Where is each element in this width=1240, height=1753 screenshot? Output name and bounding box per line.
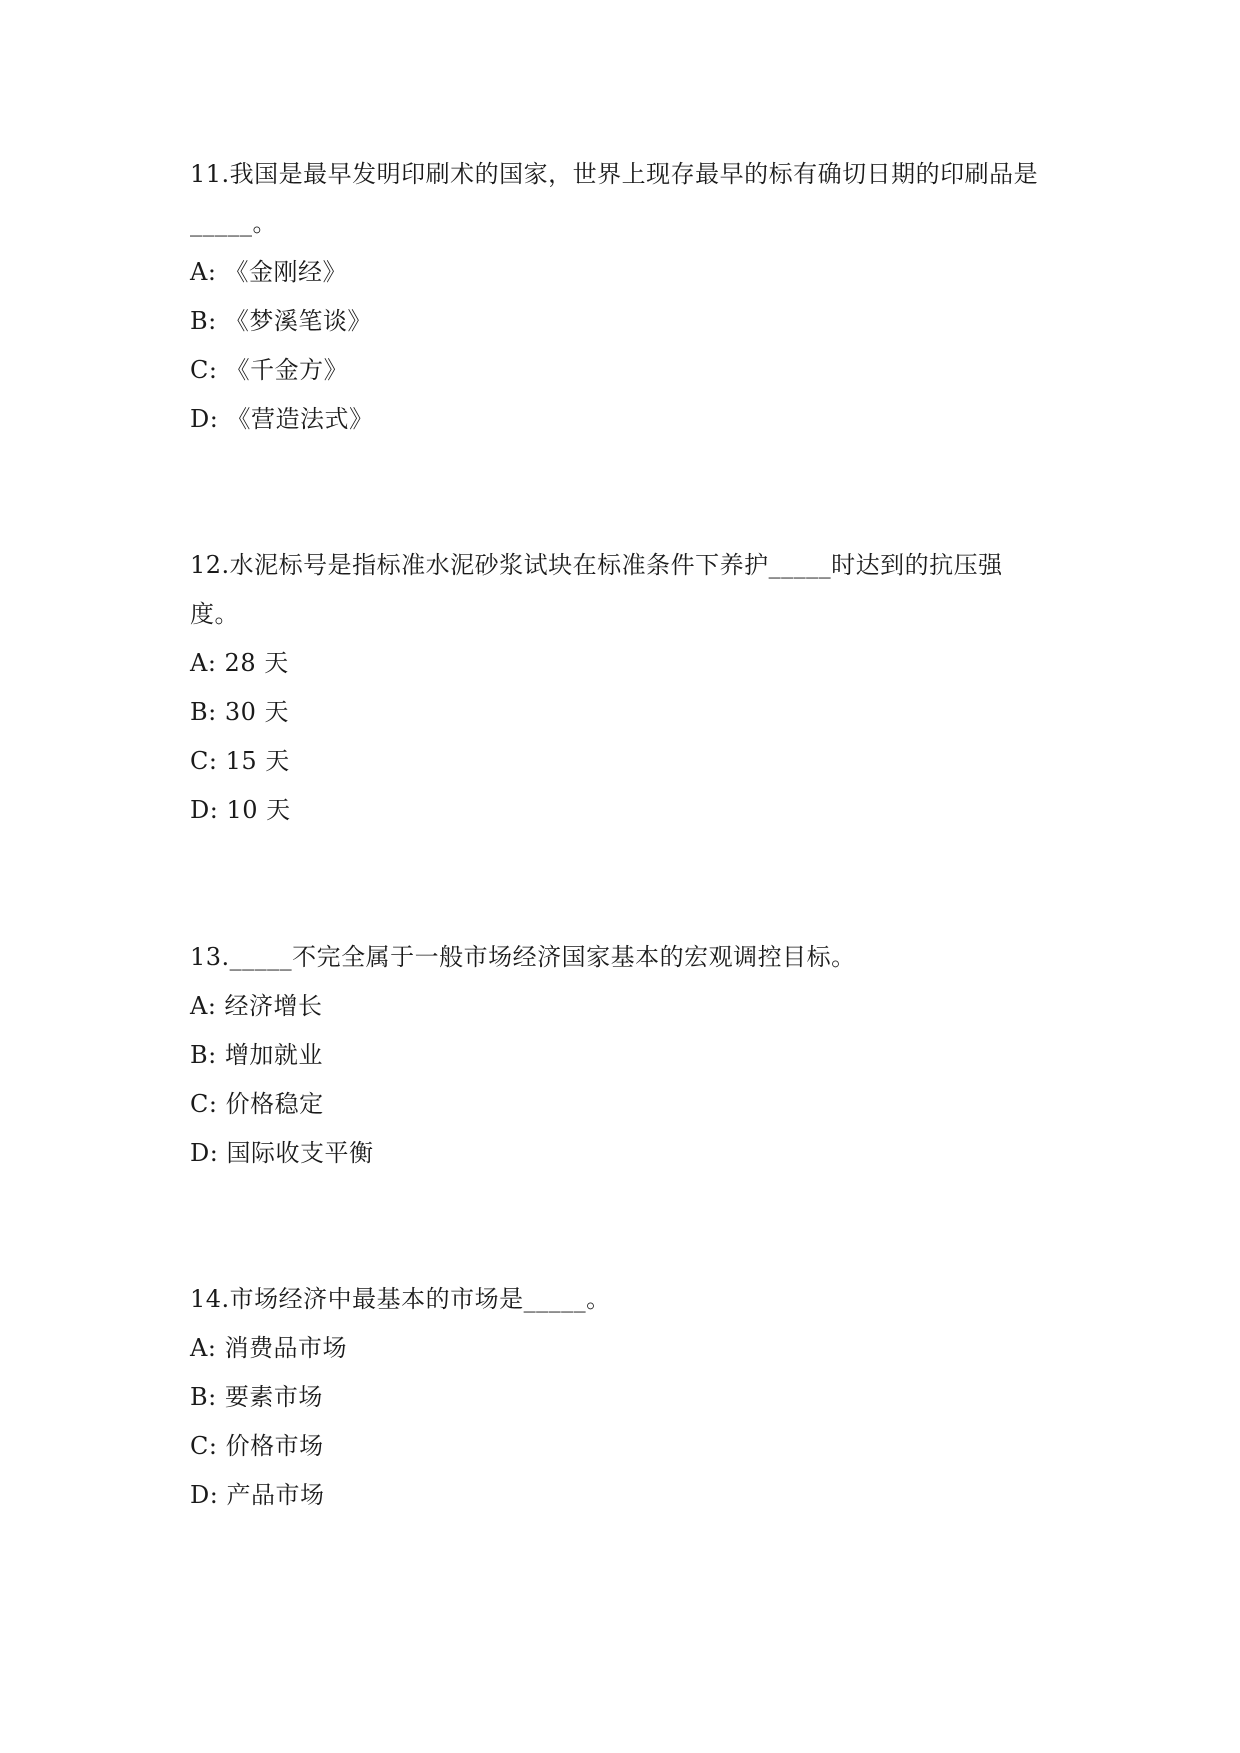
question-12: [190, 541, 1070, 835]
option-b: B: 要素市场: [190, 1383, 323, 1411]
option-c: C: 价格稳定: [190, 1090, 324, 1118]
option-d: D: 产品市场: [190, 1481, 325, 1509]
option-c: C: 15 天: [190, 747, 290, 775]
option-d: D: 国际收支平衡: [190, 1139, 374, 1167]
option-d: D: 10 天: [190, 796, 291, 824]
question-11: [190, 150, 1070, 444]
option-d: D: 《营造法式》: [190, 405, 374, 433]
question-stem: 12.水泥标号是指标准水泥砂浆试块在标准条件下养护_____时达到的抗压强: [190, 551, 1003, 579]
option-b: B: 增加就业: [190, 1041, 323, 1069]
option-c: C: 价格市场: [190, 1432, 324, 1460]
option-b: B: 《梦溪笔谈》: [190, 307, 372, 335]
question-stem: 度。: [190, 600, 239, 628]
option-b: B: 30 天: [190, 698, 290, 726]
option-a: A: 经济增长: [190, 992, 323, 1020]
question-stem: 11.我国是最早发明印刷术的国家，世界上现存最早的标有确切日期的印刷品是: [190, 160, 1039, 188]
question-stem: 13._____不完全属于一般市场经济国家基本的宏观调控目标。: [190, 943, 856, 971]
question-stem: 14.市场经济中最基本的市场是_____。: [190, 1285, 611, 1313]
option-c: C: 《千金方》: [190, 356, 349, 384]
question-14: [190, 1275, 1070, 1520]
option-a: A: 消费品市场: [190, 1334, 348, 1362]
question-13: [190, 933, 1070, 1178]
option-a: A: 《金刚经》: [190, 258, 348, 286]
option-a: A: 28 天: [190, 649, 289, 677]
question-stem: _____。: [190, 209, 277, 237]
